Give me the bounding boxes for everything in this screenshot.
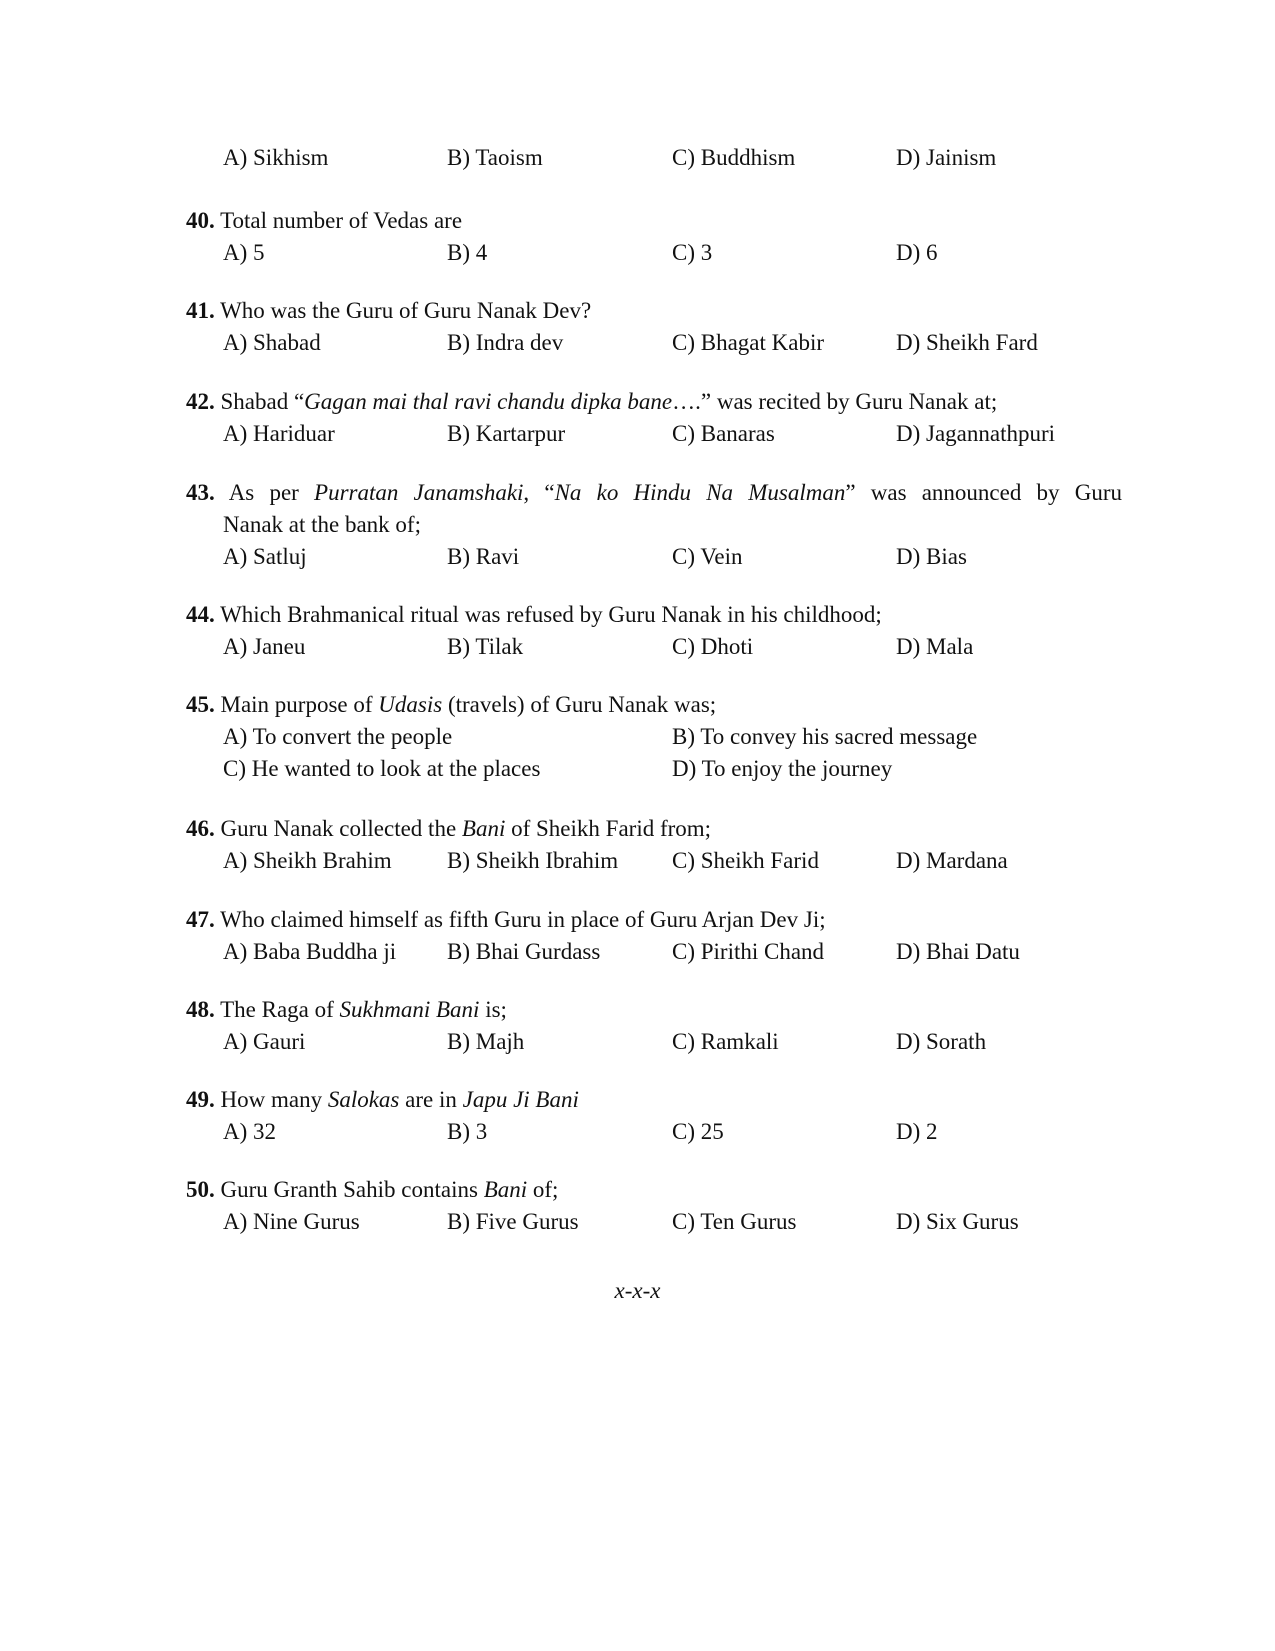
question-text-line2: Nanak at the bank of; [223,512,421,537]
option-c: C) Vein [672,544,743,569]
question-stem [186,905,826,935]
question-text: Who claimed himself as fifth Guru in place of Guru Arjan Dev Ji; [220,907,826,932]
option-a: A) Nine Gurus [223,1209,360,1234]
option-b: B) 3 [447,1119,488,1144]
question-text-cont: , “ [523,480,555,505]
option-c: C) He wanted to look at the places [223,756,541,781]
option-b: B) Ravi [447,544,520,569]
option-b: B) Taoism [447,145,543,170]
option-a: A) Satluj [223,544,307,569]
question-text: Main purpose of [220,692,379,717]
option-d: D) Sorath [896,1029,987,1054]
question-stem [186,600,882,630]
bani-term: Bani [483,1177,528,1202]
option-d: D) To enjoy the journey [672,756,893,781]
quote-text: Na ko Hindu Na Musalman [554,480,846,505]
option-a: A) Gauri [223,1029,306,1054]
option-a: A) Hariduar [223,421,335,446]
question-number: 50. [186,1177,215,1202]
option-d: D) Jainism [896,145,997,170]
question-number: 43. [186,480,215,505]
option-d: D) Mala [896,634,974,659]
question-number: 42. [186,389,215,414]
question-text-cont: ….” was recited by Guru Nanak at; [672,389,998,414]
question-stem [186,995,507,1025]
option-a: A) Baba Buddha ji [223,939,397,964]
question-number: 47. [186,907,215,932]
question-number: 45. [186,692,215,717]
option-d: D) Bias [896,544,967,569]
option-c: C) Bhagat Kabir [672,330,825,355]
option-a: A) Janeu [223,634,306,659]
question-stem [186,296,591,326]
salokas-term: Salokas [327,1087,400,1112]
shabad-title: Gagan mai thal ravi chandu dipka bane [304,389,673,414]
option-d: D) 6 [896,240,938,265]
question-text-cont: of; [527,1177,559,1202]
option-b: B) 4 [447,240,488,265]
option-d: D) 2 [896,1119,938,1144]
option-c: C) Sheikh Farid [672,848,819,873]
option-d: D) Sheikh Fard [896,330,1038,355]
option-c: C) 25 [672,1119,724,1144]
question-text: Shabad “ [220,389,305,414]
option-b: B) Bhai Gurdass [447,939,601,964]
bani-term: Bani [461,816,506,841]
book-title: Purratan Janamshaki [314,480,524,505]
option-b: B) Five Gurus [447,1209,579,1234]
question-stem [186,1085,579,1115]
option-c: C) Ten Gurus [672,1209,797,1234]
question-number: 46. [186,816,215,841]
end-mark: x-x-x [614,1278,661,1303]
option-b: B) Sheikh Ibrahim [447,848,619,873]
question-text-cont: of Sheikh Farid from; [505,816,712,841]
option-d: D) Jagannathpuri [896,421,1056,446]
bani-title: Sukhmani Bani [339,997,480,1022]
option-c: C) Pirithi Chand [672,939,825,964]
option-a: A) Sikhism [223,145,329,170]
question-stem [186,690,716,720]
question-number: 40. [186,208,215,233]
option-a: A) To convert the people [223,724,453,749]
question-text: Total number of Vedas are [220,208,463,233]
option-a: A) 32 [223,1119,277,1144]
question-number: 48. [186,997,215,1022]
question-stem [186,814,711,844]
option-d: D) Mardana [896,848,1008,873]
option-b: B) Tilak [447,634,524,659]
question-stem [186,387,997,417]
question-text: Guru Granth Sahib contains [220,1177,484,1202]
question-text-cont: are in [399,1087,463,1112]
question-stem [186,478,1122,508]
question-text: Which Brahmanical ritual was refused by Guru Nanak in his childhood; [220,602,882,627]
option-b: B) Indra dev [447,330,564,355]
option-c: C) Ramkali [672,1029,779,1054]
question-number: 49. [186,1087,215,1112]
option-c: C) Dhoti [672,634,754,659]
question-text: Who was the Guru of Guru Nanak Dev? [220,298,592,323]
option-c: C) Banaras [672,421,775,446]
udasis-term: Udasis [378,692,443,717]
option-d: D) Six Gurus [896,1209,1019,1234]
question-text: How many [220,1087,328,1112]
question-text-cont: (travels) of Guru Nanak was; [442,692,717,717]
question-stem [186,206,462,236]
option-b: B) Majh [447,1029,525,1054]
question-stem [186,1175,558,1205]
question-text: The Raga of [220,997,340,1022]
question-text-cont: ” was announced by Guru [845,480,1123,505]
question-text: As per [228,480,315,505]
question-number: 41. [186,298,215,323]
bani-title: Japu Ji Bani [462,1087,579,1112]
question-text-cont: is; [479,997,507,1022]
option-b: B) Kartarpur [447,421,566,446]
option-a: A) 5 [223,240,265,265]
option-a: A) Shabad [223,330,321,355]
question-number: 44. [186,602,215,627]
option-c: C) Buddhism [672,145,796,170]
question-text: Guru Nanak collected the [220,816,462,841]
option-b: B) To convey his sacred message [672,724,978,749]
option-d: D) Bhai Datu [896,939,1020,964]
option-a: A) Sheikh Brahim [223,848,392,873]
option-c: C) 3 [672,240,713,265]
